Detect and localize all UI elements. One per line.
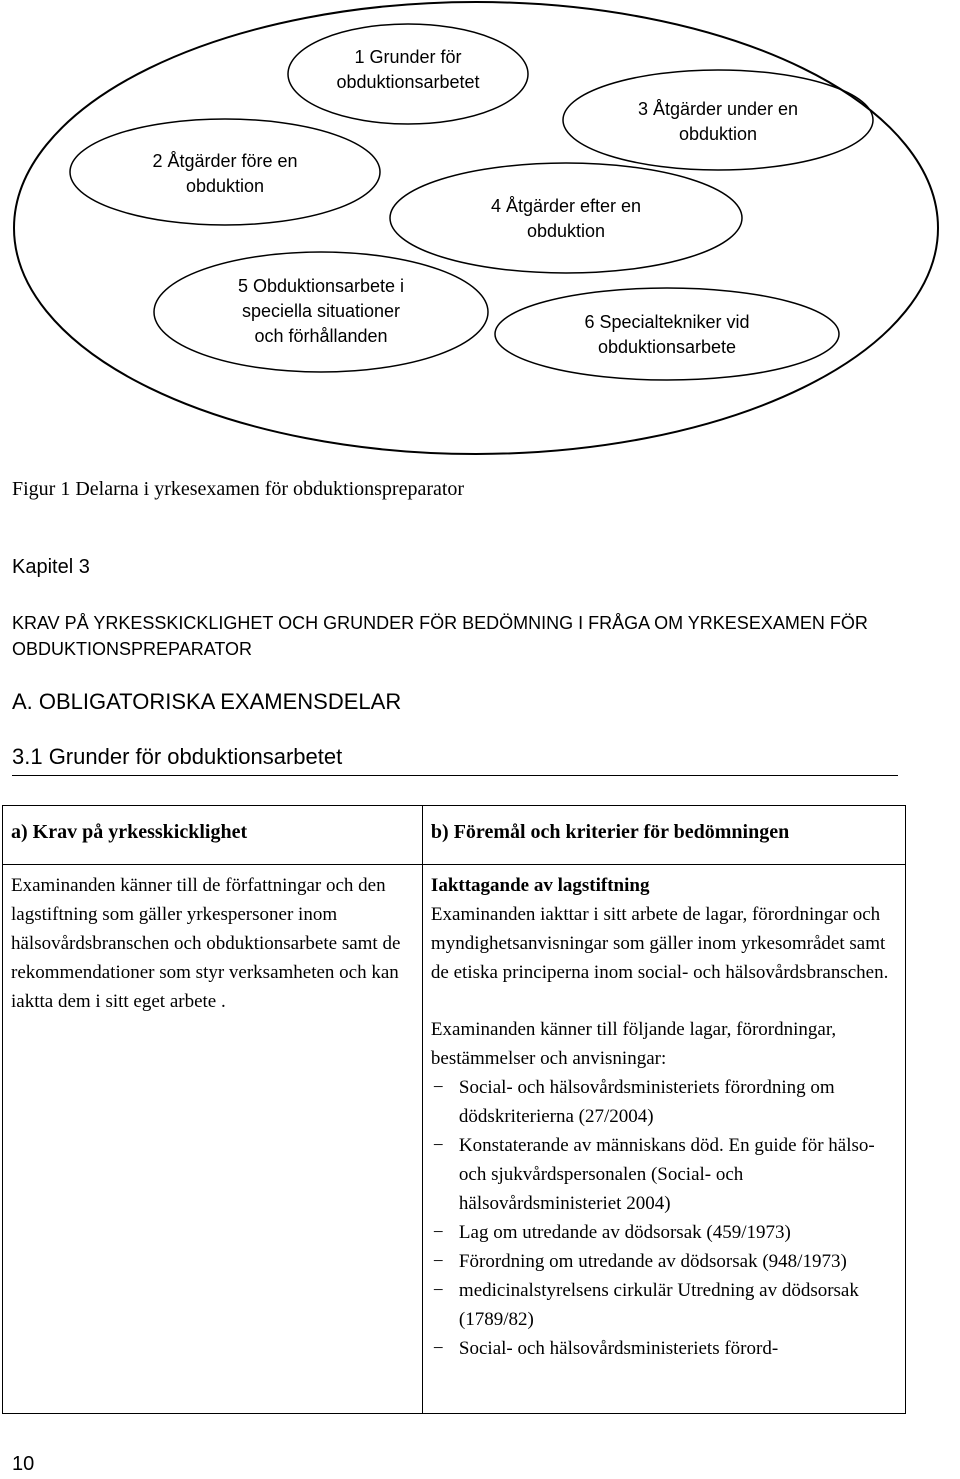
requirements-text: Examinanden känner till de författningar och den lagstiftning som gäller yrkespersoner inom hälsovårdsbranschen och obduktionsarbete samt de rekommendationer som styr verksamheten och kan iaktta dem i sitt eget arbete . — [11, 875, 401, 1012]
parts-diagram — [0, 0, 960, 470]
section-3-1-heading: 3.1 Grunder för obduktionsarbetet — [12, 744, 343, 769]
table-header-row — [3, 806, 906, 865]
list-item — [431, 1276, 897, 1334]
header-criteria: b) Föremål och kriterier för bedömningen — [422, 806, 905, 865]
chapter-label: Kapitel 3 — [12, 556, 90, 578]
figure-caption: Figur 1 Delarna i yrkesexamen för obduktionspreparator — [12, 478, 465, 500]
part-5-line-1: 5 Obduktionsarbete i — [237, 276, 405, 296]
law-text: Social- och hälsovårdsministeriets förord- — [458, 1338, 779, 1359]
dash-bullet: − — [432, 1077, 444, 1098]
header-requirements: a) Krav på yrkesskicklighet — [3, 806, 423, 865]
requirements-cell — [3, 865, 423, 1414]
part-6-label — [547, 310, 787, 360]
list-item — [431, 1247, 897, 1276]
laws-list — [431, 1073, 897, 1363]
dash-bullet: − — [432, 1222, 444, 1243]
spacer — [431, 987, 897, 1015]
requirements-table — [2, 805, 906, 1414]
dash-bullet: − — [432, 1251, 444, 1272]
chapter-title: KRAV PÅ YRKESSKICKLIGHET OCH GRUNDER FÖR BEDÖMNING I FRÅGA OM YRKESEXAMEN FÖR OBDUKTIONSPREPARATOR — [12, 613, 868, 659]
criteria-heading: Iakttagande av lagstiftning — [430, 875, 650, 896]
criteria-cell — [422, 865, 905, 1414]
section-divider — [12, 775, 898, 776]
page-number: 10 — [12, 1453, 35, 1475]
criteria-text: Examinanden iakttar i sitt arbete de lagar, förordningar och myndighetsanvisningar som gäller inom yrkesområdet samt de etiska principerna inom social- och hälsovårdsbranschen. — [430, 904, 889, 983]
part-3-line-1: 3 Åtgärder under en — [637, 99, 799, 119]
criteria-intro: Examinanden känner till följande lagar, förordningar, bestämmelser och anvisningar: — [430, 1019, 837, 1069]
part-5-line-3: och förhållanden — [254, 326, 388, 346]
part-2-line-2: obduktion — [185, 176, 265, 196]
part-6-line-2: obduktionsarbete — [597, 337, 737, 357]
dash-bullet: − — [432, 1280, 444, 1301]
list-item — [431, 1334, 897, 1363]
law-text: Social- och hälsovårdsministeriets förordning om dödskriterierna (27/2004) — [458, 1077, 835, 1127]
part-1-line-2: obduktionsarbetet — [336, 72, 480, 92]
part-4-line-2: obduktion — [526, 221, 606, 241]
part-3-label — [598, 97, 838, 147]
table-row — [3, 865, 906, 1414]
section-a-heading: A. OBLIGATORISKA EXAMENSDELAR — [12, 689, 402, 714]
part-3-line-2: obduktion — [678, 124, 758, 144]
law-text: Lag om utredande av dödsorsak (459/1973) — [458, 1222, 791, 1243]
dash-bullet: − — [432, 1338, 444, 1359]
law-text: Konstaterande av människans död. En guide för hälso- och sjukvårdspersonalen (Social- och hälsovårdsministeriet 2004) — [458, 1135, 875, 1214]
list-item — [431, 1073, 897, 1131]
law-text: Förordning om utredande av dödsorsak (948/1973) — [458, 1251, 847, 1272]
dash-bullet: − — [432, 1135, 444, 1156]
part-2-label — [105, 149, 345, 199]
part-4-label — [446, 194, 686, 244]
part-1-line-1: 1 Grunder för — [354, 47, 462, 67]
part-5-label — [201, 274, 441, 349]
list-item — [431, 1131, 897, 1218]
list-item — [431, 1218, 897, 1247]
part-2-line-1: 2 Åtgärder före en — [152, 151, 298, 171]
part-4-line-1: 4 Åtgärder efter en — [490, 196, 642, 216]
part-1-label — [318, 45, 498, 95]
law-text: medicinalstyrelsens cirkulär Utredning av dödsorsak (1789/82) — [458, 1280, 859, 1330]
part-6-line-1: 6 Specialtekniker vid — [584, 312, 750, 332]
part-5-line-2: speciella situationer — [241, 301, 401, 321]
